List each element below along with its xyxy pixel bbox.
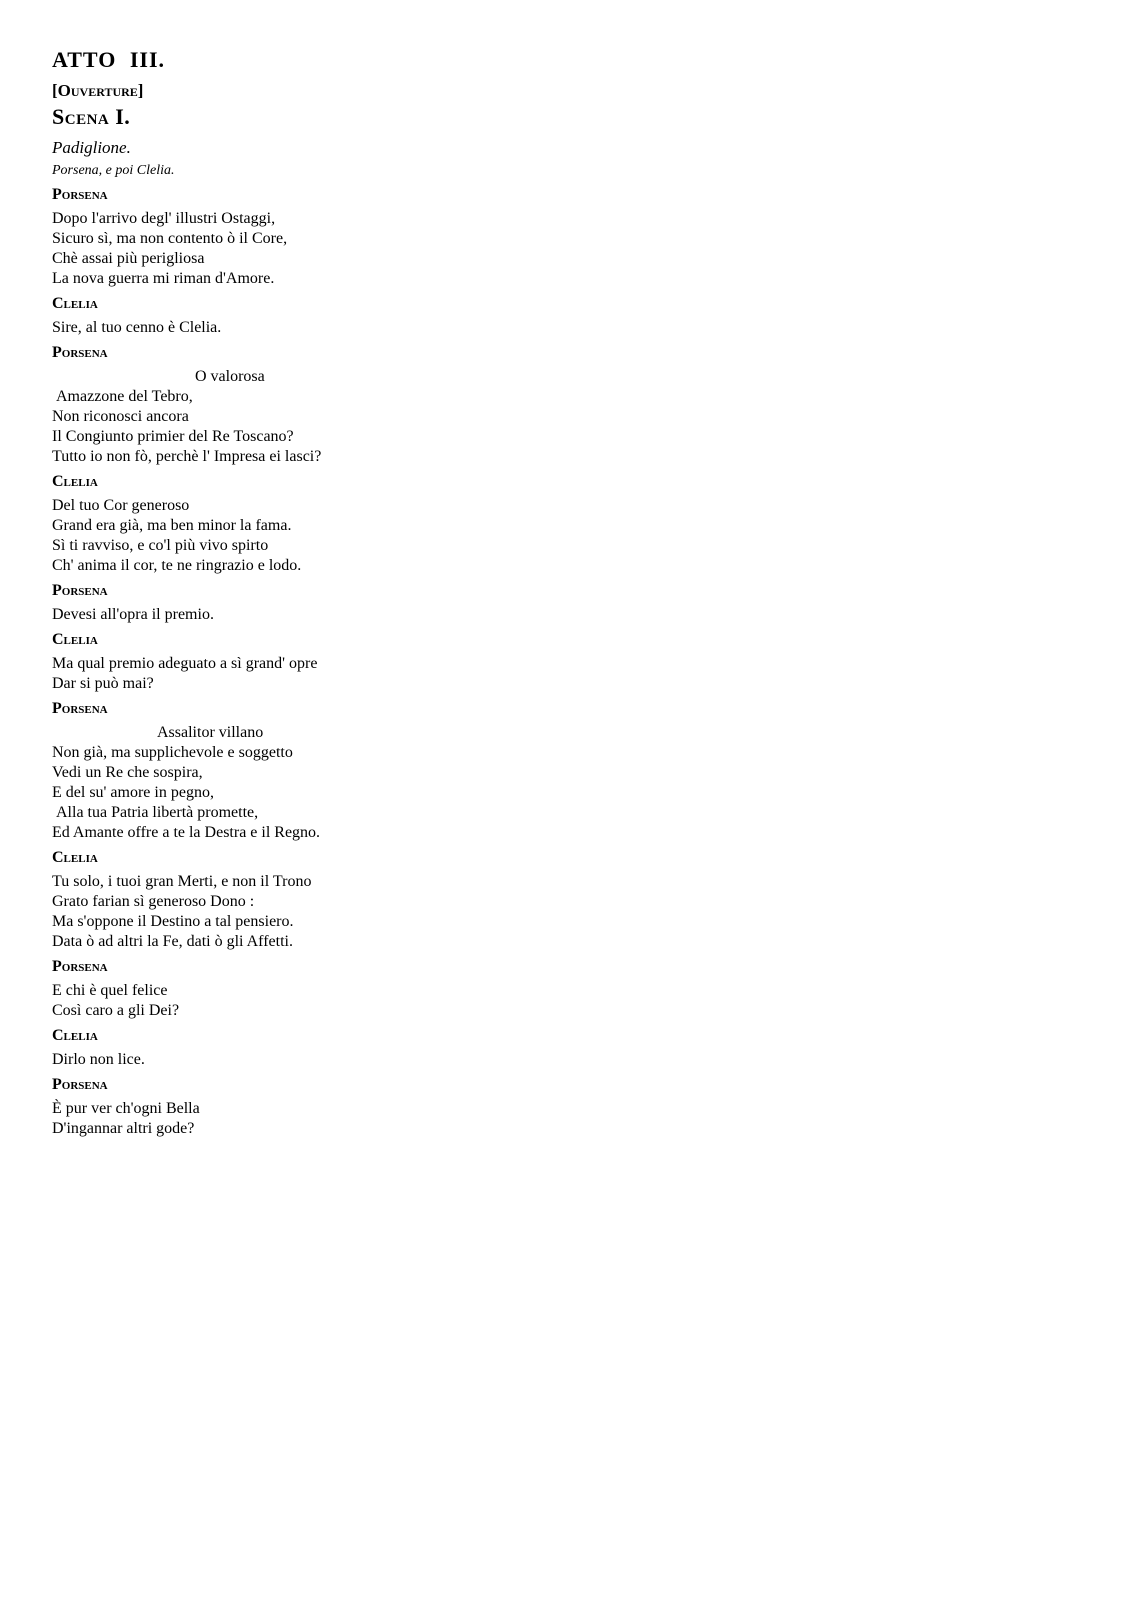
verse-line: Devesi all'opra il premio. [52, 606, 214, 623]
verse-line: D'ingannar altri gode? [52, 1120, 195, 1137]
speech-block [52, 1026, 612, 1070]
speaker-name: Porsena [52, 186, 108, 203]
verse-line: Del tuo Cor generoso [52, 497, 190, 514]
verse-line: Tu solo, i tuoi gran Merti, e non il Trono [52, 873, 312, 890]
verse-line: Così caro a gli Dei? [52, 1002, 180, 1019]
verse-line: Dar si può mai? [52, 675, 154, 692]
verse-line: Il Congiunto primier del Re Toscano? [52, 428, 294, 445]
speaker-name: Clelia [52, 631, 98, 648]
speaker-name: Porsena [52, 1076, 108, 1093]
verse-line: Ma qual premio adeguato a sì grand' opre [52, 655, 318, 672]
speaker-name: Porsena [52, 582, 108, 599]
ouverture-note: [Ouverture] [52, 81, 144, 100]
speaker-name: Clelia [52, 1027, 98, 1044]
verse-line: Vedi un Re che sospira, [52, 764, 203, 781]
verse-line: Non già, ma supplichevole e soggetto [52, 744, 293, 761]
speaker-name: Clelia [52, 473, 98, 490]
speaker-name: Clelia [52, 849, 98, 866]
verse-line: Chè assai più perigliosa [52, 250, 205, 267]
speech-block [52, 957, 612, 1021]
dialogue [52, 185, 612, 1139]
verse-line: È pur ver ch'ogni Bella [52, 1100, 200, 1117]
speaker-name: Porsena [52, 700, 108, 717]
verse-line: O valorosa [195, 368, 265, 385]
verse-line: Sicuro sì, ma non contento ò il Core, [52, 230, 288, 247]
verse-line: Data ò ad altri la Fe, dati ò gli Affetti. [52, 933, 293, 950]
speech-block [52, 581, 612, 625]
verse-line: Ch' anima il cor, te ne ringrazio e lodo. [52, 557, 302, 574]
verse-line: Ma s'oppone il Destino a tal pensiero. [52, 913, 294, 930]
speech-block [52, 699, 612, 843]
verse-line: E chi è quel felice [52, 982, 168, 999]
verse-line: Alla tua Patria libertà promette, [52, 804, 259, 821]
speaker-name: Porsena [52, 958, 108, 975]
speech-block [52, 1075, 612, 1139]
speech-block [52, 343, 612, 467]
verse-line: Dirlo non lice. [52, 1051, 145, 1068]
speech-block [52, 185, 612, 289]
verse-line: E del su' amore in pegno, [52, 784, 214, 801]
verse-line: Assalitor villano [157, 724, 264, 741]
libretto-page [52, 46, 612, 1139]
verse-line: Non riconosci ancora [52, 408, 189, 425]
verse-line: Sì ti ravviso, e co'l più vivo spirto [52, 537, 269, 554]
verse-line: Sire, al tuo cenno è Clelia. [52, 319, 222, 336]
verse-line: Tutto io non fò, perchè l' Impresa ei lasci? [52, 448, 322, 465]
verse-line: La nova guerra mi riman d'Amore. [52, 270, 275, 287]
verse-line: Grand era già, ma ben minor la fama. [52, 517, 292, 534]
speech-block [52, 294, 612, 338]
characters-note: Porsena, e poi Clelia. [52, 163, 175, 178]
verse-line: Grato farian sì generoso Dono : [52, 893, 255, 910]
speaker-name: Clelia [52, 295, 98, 312]
scene-title: Scena I. [52, 104, 131, 129]
speech-block [52, 630, 612, 694]
speaker-name: Porsena [52, 344, 108, 361]
speech-block [52, 472, 612, 576]
setting-note: Padiglione. [52, 138, 131, 157]
verse-line: Amazzone del Tebro, [52, 388, 193, 405]
speech-block [52, 848, 612, 952]
verse-line: Dopo l'arrivo degl' illustri Ostaggi, [52, 210, 276, 227]
verse-line: Ed Amante offre a te la Destra e il Regno. [52, 824, 321, 841]
act-title: ATTO III. [52, 47, 166, 72]
